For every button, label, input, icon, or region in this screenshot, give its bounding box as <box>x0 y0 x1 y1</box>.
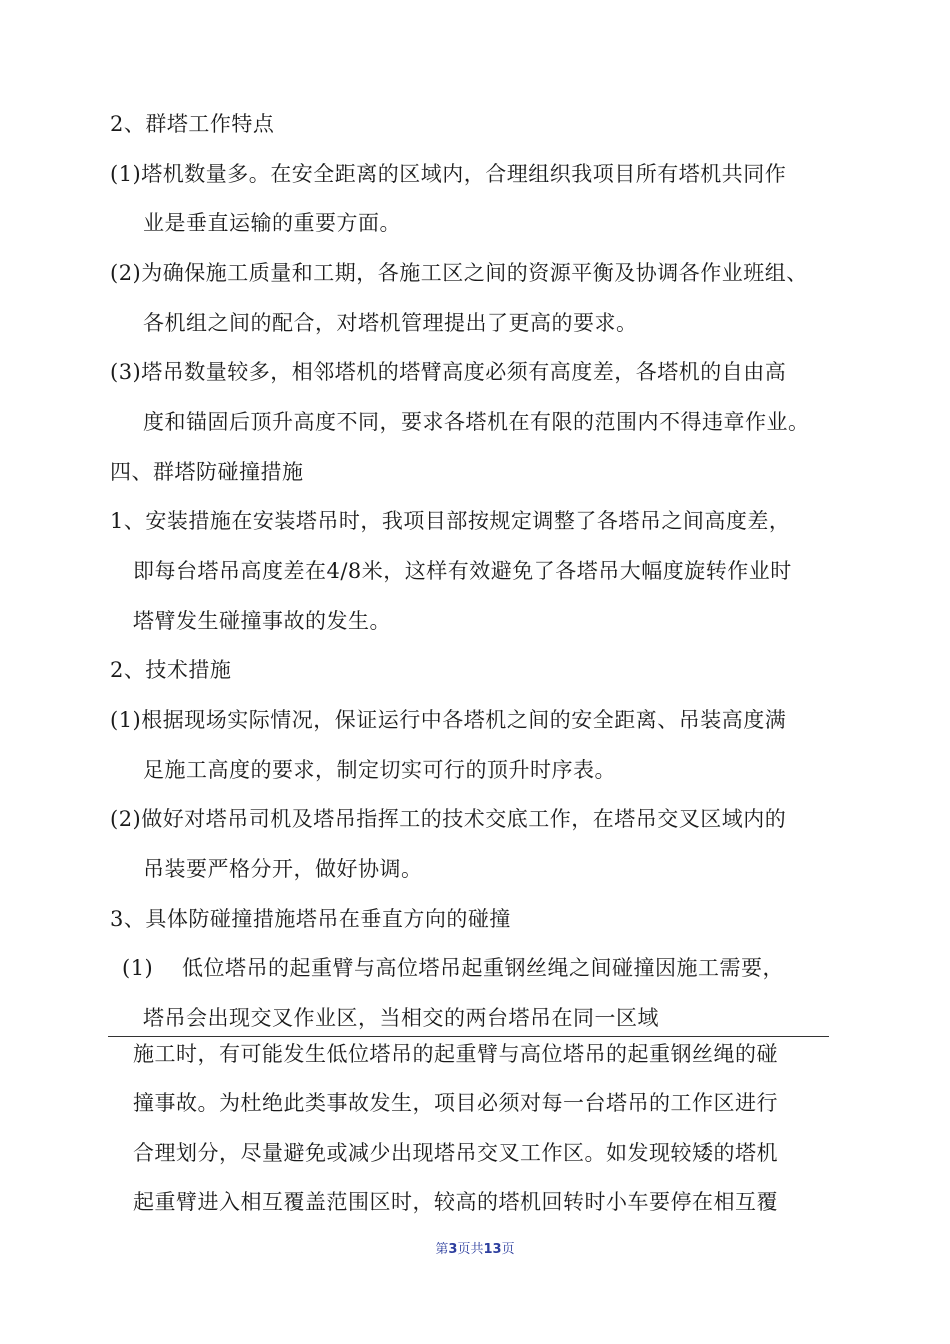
paragraph-line: 度和锚固后顶升高度不同，要求各塔机在有限的范围内不得违章作业。 <box>143 410 810 434</box>
paragraph-line: 塔臂发生碰撞事故的发生。 <box>133 609 391 633</box>
footer-prefix: 第 <box>435 1242 449 1257</box>
paragraph-line: 合理划分，尽量避免或减少出现塔吊交叉工作区。如发现较矮的塔机 <box>133 1141 778 1165</box>
horizontal-rule <box>108 1036 829 1037</box>
page-footer <box>0 1238 950 1257</box>
paragraph-line: 撞事故。为杜绝此类事故发生，项目必须对每一台塔吊的工作区进行 <box>133 1091 778 1115</box>
section-heading: 四、群塔防碰撞措施 <box>110 460 304 484</box>
paragraph-line: 塔吊会出现交叉作业区，当相交的两台塔吊在同一区域 <box>143 1006 659 1030</box>
paragraph-line: 足施工高度的要求，制定切实可行的顶升时序表。 <box>143 758 616 782</box>
paragraph-line: 1、安装措施在安装塔吊时，我项目部按规定调整了各塔吊之间高度差， <box>110 509 791 533</box>
paragraph-line: 施工时，有可能发生低位塔吊的起重臂与高位塔吊的起重钢丝绳的碰 <box>133 1042 778 1066</box>
section-heading: 3、具体防碰撞措施塔吊在垂直方向的碰撞 <box>110 907 511 931</box>
footer-middle: 页共 <box>457 1242 484 1257</box>
section-heading: 2、群塔工作特点 <box>110 112 275 136</box>
paragraph-line: 业是垂直运输的重要方面。 <box>143 211 401 235</box>
paragraph-line: 各机组之间的配合，对塔机管理提出了更高的要求。 <box>143 311 638 335</box>
section-heading: 2、技术措施 <box>110 658 232 682</box>
paragraph-line: 吊装要严格分开，做好协调。 <box>143 857 423 881</box>
paragraph-line: (1) 低位塔吊的起重臂与高位塔吊起重钢丝绳之间碰撞因施工需要， <box>122 956 784 980</box>
paragraph-line: (2)做好对塔吊司机及塔吊指挥工的技术交底工作，在塔吊交叉区域内的 <box>110 807 787 831</box>
paragraph-line: 即每台塔吊高度差在4/8米，这样有效避免了各塔吊大幅度旋转作业时 <box>133 559 792 583</box>
paragraph-line: (3)塔吊数量较多，相邻塔机的塔臂高度必须有高度差，各塔机的自由高 <box>110 360 787 384</box>
paragraph-line: (2)为确保施工质量和工期，各施工区之间的资源平衡及协调各作业班组、 <box>110 261 808 285</box>
total-page-number: 13 <box>483 1242 502 1257</box>
paragraph-line: (1)塔机数量多。在安全距离的区域内，合理组织我项目所有塔机共同作 <box>110 162 787 186</box>
current-page-number: 3 <box>448 1242 458 1257</box>
paragraph-line: (1)根据现场实际情况，保证运行中各塔机之间的安全距离、吊装高度满 <box>110 708 787 732</box>
footer-suffix: 页 <box>501 1242 515 1257</box>
paragraph-line: 起重臂进入相互覆盖范围区时，较高的塔机回转时小车要停在相互覆 <box>133 1190 778 1214</box>
